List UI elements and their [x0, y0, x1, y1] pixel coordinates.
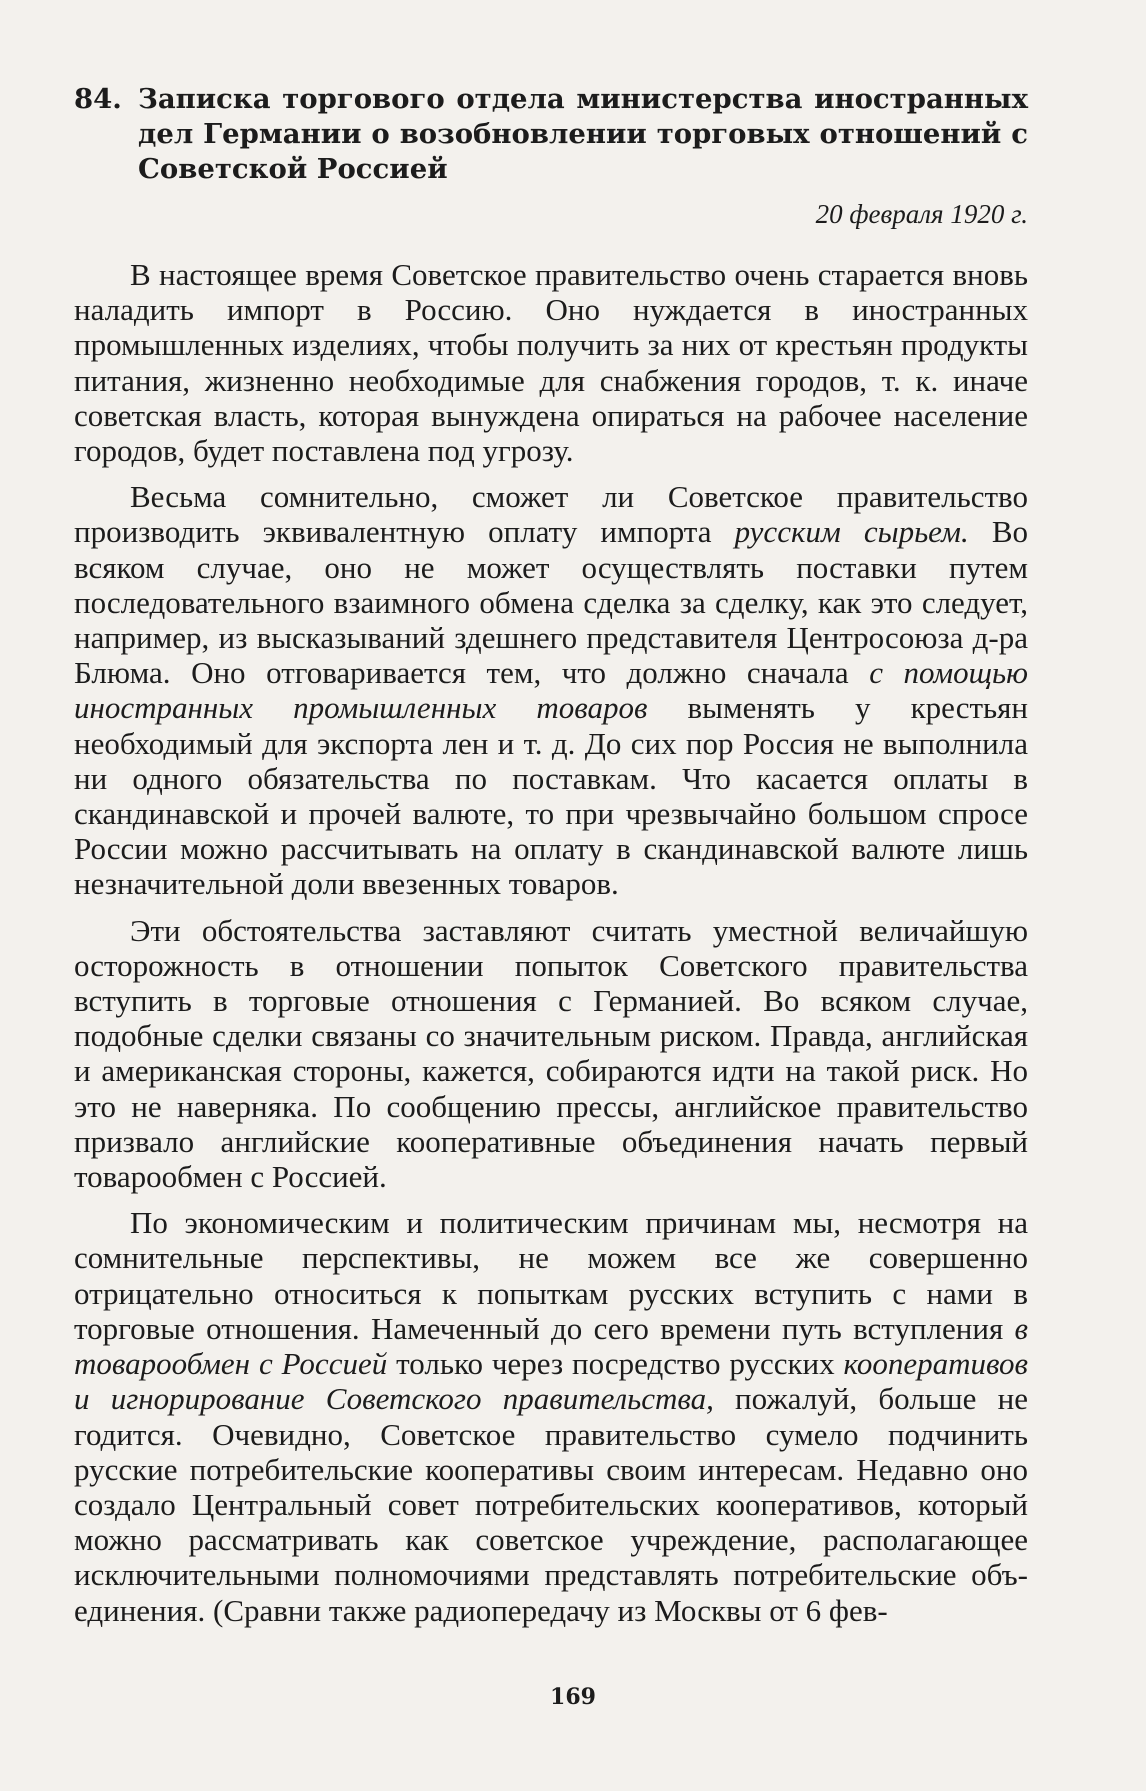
body-paragraph	[74, 1205, 1028, 1627]
italic-emphasis: в товарообмен с Россией	[74, 1310, 1028, 1382]
document-date: 20 февраля 1920 г.	[815, 199, 1028, 229]
document-number: 84.	[74, 83, 122, 115]
paragraph-text: По экономическим и политическим причинам мы, несмотря на сомнительные перспективы, не можем все же совершенно отрицательно относиться к попыткам русских вступить с нами в торговые отношения. Намеченный до сего времени путь вступления	[74, 1205, 1028, 1346]
italic-emphasis: с помощью иностранных промышленных товаров	[74, 655, 1028, 726]
paragraph-text: только через посредство русских	[387, 1346, 844, 1382]
body-paragraph	[74, 257, 1028, 468]
italic-emphasis: русским сырьем.	[734, 514, 969, 550]
paragraph-text: Весьма сомнительно, сможет ли Советское правительство производить эквивалентную оплату импорта	[74, 479, 1028, 550]
italic-emphasis: кооперативов и игнорирование Советского правительства,	[74, 1346, 1028, 1417]
page-number: 169	[550, 1684, 596, 1710]
paragraph-text: выменять у крестьян необходимый для экспорта лен и т. д. До сих пор Россия не выполнила ни одного обязательства по поставкам. Что касается оплаты в скандинавской и прочей валюте, то при чрезвычайно большом спросе России можно рассчитывать на оплату в скандинавской валюте лишь незначительной доли ввезенных товаров.	[74, 690, 1028, 902]
paragraph-text: Во всяком случае, оно не может осуществлять поставки путем последовательного взаимного обмена сделка за сделку, как это следует, например, из высказываний здешнего представителя Центросоюза д-ра Блюма. Оно отговаривается тем, что должно сначала	[74, 514, 1028, 691]
body-paragraph	[74, 913, 1028, 1195]
document-body	[74, 257, 1028, 1628]
body-paragraph	[74, 479, 1028, 901]
paragraph-text: В настоящее время Советское правительство очень старается вновь наладить импорт в Россию. Оно нуждается в иностранных промышленных изделиях, чтобы получить за них от крестьян продукты питания, жизненно необходимые для снабжения городов, т. к. иначе советская власть, которая вынуждена опираться на рабочее население городов, будет поставлена под угрозу.	[74, 257, 1028, 469]
document-heading	[74, 82, 1028, 187]
paragraph-text: Эти обстоятельства заставляют считать уместной величайшую осторожность в отношении попыток Советского правительства вступить в торговые отношения с Германией. Во всяком случае, подобные сделки связаны со значительным риском. Правда, английская и американская стороны, кажется, собираются идти на такой риск. Но это не наверняка. По сообщению прессы, английское правительство призвало английские кооперативные объединения начать первый товарообмен с Россией.	[74, 912, 1028, 1195]
document-title: Записка торгового отдела министерства иностранных дел Германии о возобновлении торговых отношений с Советской Россией	[138, 83, 1028, 185]
paragraph-text: пожалуй, больше не годится. Очевидно, Советское правительство сумело подчинить русские потребительские кооперативы своим интересам. Недавно оно создало Центральный совет потребительских кооперативов, который можно рассматривать как советское учреждение, располагающее исключительными полномочиями представлять потребительские объединения. (Сравни также радиопередачу из Москвы от 6 фев-	[74, 1381, 1028, 1628]
